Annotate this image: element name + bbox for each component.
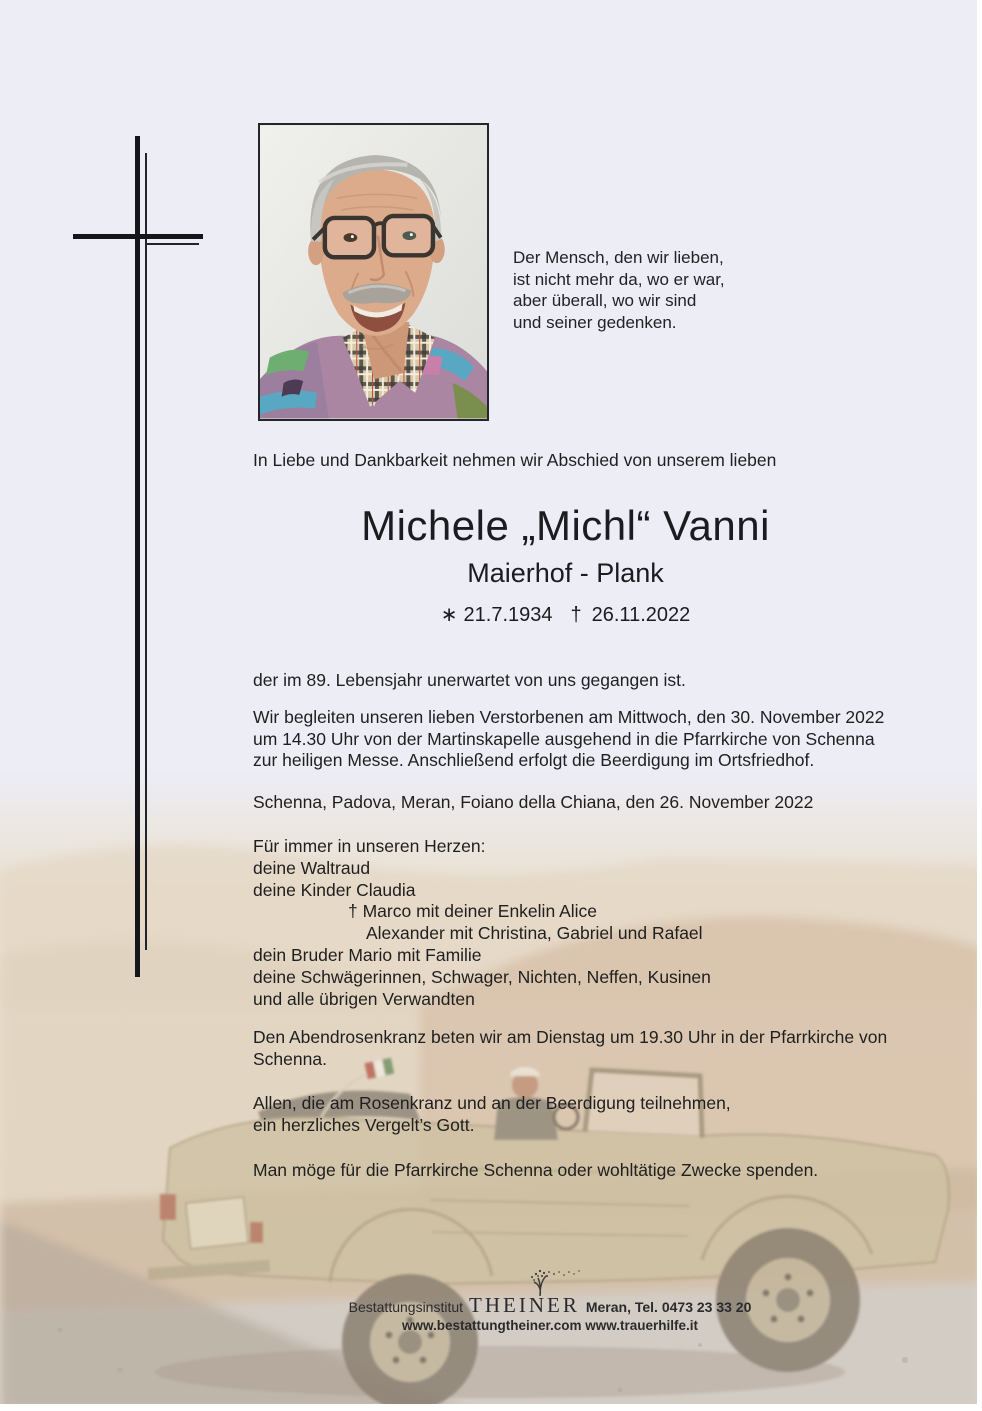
family-member: deine Waltraud [253, 857, 371, 878]
death-symbol: † [570, 604, 582, 626]
family-member: dein Bruder Mario mit Familie [253, 944, 482, 965]
paragraph-funeral-info: Wir begleiten unseren lieben Verstorbenen am Mittwoch, den 30. November 2022 um 14.30 Uhr von der Martinskapelle ausgehend in die Pfarrkirche von Schenna zur heiligen Messe. Anschließend erfolgt die Beerdigung im Ortsfriedhof. [253, 706, 885, 771]
cross-vertical-shadow-line [145, 153, 147, 950]
family-list [253, 836, 898, 1010]
institute-urls: www.bestattungtheiner.com www.trauerhilfe.it [401, 1318, 699, 1333]
poem-line: und seiner gedenken. [513, 312, 677, 332]
poem-line: Der Mensch, den wir lieben, [513, 248, 724, 267]
death-date: 26.11.2022 [591, 604, 691, 626]
funeral-institute-footer [160, 1268, 940, 1334]
birth-symbol: ∗ [440, 604, 458, 626]
family-member: deine Kinder Claudia [253, 879, 416, 900]
deceased-name-block [253, 502, 878, 628]
memorial-poem [513, 247, 725, 333]
poem-line: aber überall, wo wir sind [513, 291, 697, 310]
thanks-line: ein herzliches Vergelt’s Gott. [253, 1114, 475, 1135]
cross-horizontal-bar [73, 234, 203, 239]
thanks-line: Allen, die am Rosenkranz und an der Beerdigung teilnehmen, [253, 1092, 731, 1113]
family-member: Alexander mit Christina, Gabriel und Rafael [366, 923, 703, 944]
portrait-illustration [260, 125, 487, 419]
cross-vertical-bar [135, 136, 140, 977]
deceased-origin: Maierhof - Plank [467, 558, 664, 588]
scan-edge-right [977, 0, 982, 1411]
institute-brand: THEINER [469, 1293, 580, 1317]
institute-line [160, 1293, 940, 1317]
family-title: Für immer in unseren Herzen: [253, 835, 486, 856]
family-member: deine Schwägerinnen, Schwager, Nichten, Neffen, Kusinen [253, 966, 711, 987]
cross-horizontal-shadow-line [145, 243, 199, 245]
paragraph-thanks [253, 1093, 898, 1137]
family-member: † Marco mit deiner Enkelin Alice [348, 901, 597, 922]
deceased-portrait-photo [258, 123, 489, 421]
deceased-name: Michele „Michl“ Vanni [361, 502, 770, 549]
institute-label: Bestattungsinstitut [348, 1299, 464, 1315]
obituary-content [253, 449, 898, 1181]
scan-edge-bottom [0, 1404, 982, 1411]
paragraph-places-date: Schenna, Padova, Meran, Foiano della Chiana, den 26. November 2022 [253, 792, 814, 813]
intro-line: In Liebe und Dankbarkeit nehmen wir Abschied von unserem lieben [253, 450, 777, 470]
paragraph-passing: der im 89. Lebensjahr unerwartet von uns gegangen ist. [253, 670, 686, 690]
institute-contact: Meran, Tel. 0473 23 33 20 [585, 1299, 752, 1315]
deceased-dates [253, 602, 878, 628]
tree-icon [160, 1268, 940, 1296]
paragraph-rosary: Den Abendrosenkranz beten wir am Dienstag um 19.30 Uhr in der Pfarrkirche von Schenna. [253, 1027, 888, 1070]
birth-date: 21.7.1934 [463, 604, 553, 626]
paragraph-donation: Man möge für die Pfarrkirche Schenna oder wohltätige Zwecke spenden. [253, 1159, 819, 1180]
poem-line: ist nicht mehr da, wo er war, [513, 269, 725, 289]
family-member: und alle übrigen Verwandten [253, 988, 475, 1009]
